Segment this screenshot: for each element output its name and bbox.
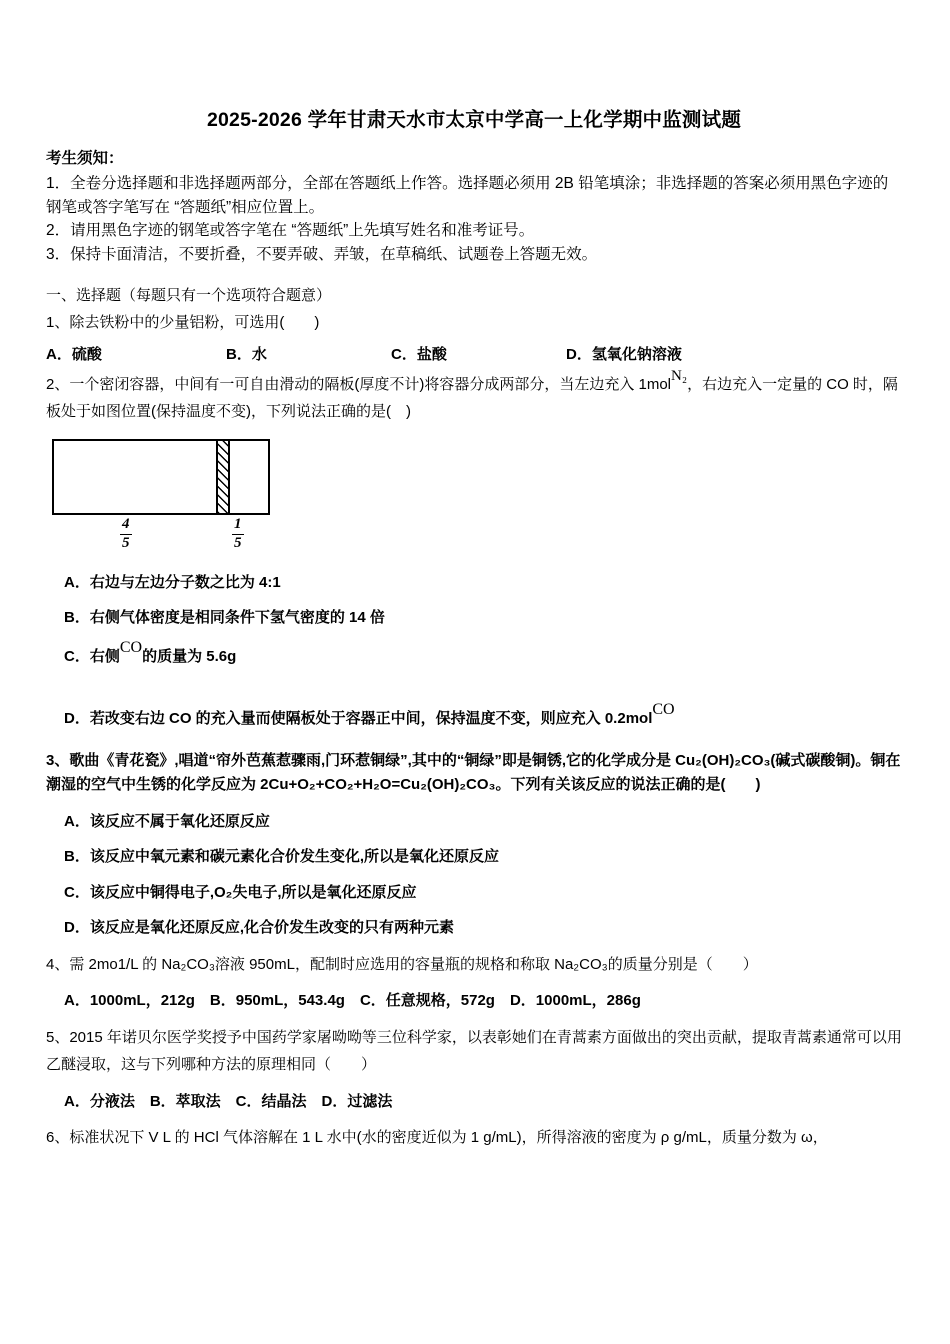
question-4 [46,953,902,977]
question-6-number: 6、 [46,1129,70,1147]
question-2-option-d-pre: D．若改变右边 CO 的充入量而使隔板处于容器正中间，保持温度不变，则应充入 0.2mol [64,709,653,727]
question-2-option-c-post: 的质量为 5.6g [142,647,237,665]
question-2-option-c-pre: C．右侧 [64,647,120,665]
question-1-number: 1、 [46,314,70,332]
section-title: 一、选择题（每题只有一个选项符合题意） [46,287,332,305]
question-1-option-c: C．盐酸 [391,346,447,364]
question-6 [46,1126,902,1150]
question-2-option-d [64,700,902,733]
notice-line-3: 3．保持卡面清洁，不要折叠，不要弄破、弄皱，在草稿纸、试题卷上答题无效。 [46,245,598,263]
sliding-partition-icon [216,441,230,513]
question-3-option-a: A．该反应不属于氧化还原反应 [64,812,270,830]
notice-line-2: 2．请用黑色字迹的钢笔或答字笔在 “答题纸”上先填写姓名和准考证号。 [46,222,535,240]
question-1-option-b: B．水 [226,346,267,364]
question-5 [46,1025,902,1078]
question-2-figure [52,439,282,559]
question-3-number: 3、 [46,751,70,769]
question-4-options: A．1000mL，212g B．950mL，543.4g C．任意规格，572g D．1000mL，286g [64,991,641,1009]
question-3 [46,749,902,798]
question-1 [46,311,902,335]
figure-label-right-fraction: $\frac{1}{5}$ [234,515,242,551]
figure-labels [52,515,270,559]
question-2-option-a: A．右边与左边分子数之比为 4:1 [64,573,281,591]
question-1-stem: 除去铁粉中的少量铝粉，可选用( ) [69,314,320,332]
question-3-option-c: C．该反应中铜得电子,O₂失电子,所以是氧化还原反应 [64,883,417,901]
question-2 [46,368,902,425]
question-4-number: 4、 [46,955,70,973]
container-diagram [52,439,270,515]
page-title: 2025-2026 学年甘肃天水市太京中学高一上化学期中监测试题 [206,109,742,131]
question-2-option-d-formula: CO [652,700,675,718]
question-2-stem-part1: 一个密闭容器，中间有一可自由滑动的隔板(厚度不计)将容器分成两部分，当左边充入 1mol [69,376,672,394]
question-1-option-a: A．硫酸 [46,346,102,364]
question-2-stem-part2: ，右边充入一定量的 CO 时，隔板处于如图位置(保持温度不变)，下列说法正确的是( ) [46,376,898,420]
question-3-option-d: D．该反应是氧化还原反应,化合价发生改变的只有两种元素 [64,919,455,937]
notice-heading: 考生须知： [46,150,124,167]
question-2-number: 2、 [46,376,70,394]
question-3-option-b: B．该反应中氧元素和碳元素化合价发生变化,所以是氧化还原反应 [64,848,500,866]
question-1-option-d: D．氢氧化钠溶液 [566,346,682,364]
figure-label-left-fraction: $\frac{4}{5}$ [122,515,130,551]
question-4-stem: 需 2mo1/L 的 Na₂CO₃溶液 950mL，配制时应选用的容量瓶的规格和称取 Na₂CO₃的质量分别是（ ） [69,955,758,973]
question-2-stem-formula: N₂ [671,368,688,385]
question-2-option-c [64,638,902,671]
question-5-stem: 2015 年诺贝尔医学奖授予中国药学家屠呦呦等三位科学家，以表彰她们在青蒿素方面做出的突出贡献，提取青蒿素通常可以用乙醚浸取，这与下列哪种方法的原理相同（ ） [46,1029,902,1073]
notice-line-1: 1．全卷分选择题和非选择题两部分，全部在答题纸上作答。选择题必须用 2B 铅笔填涂；非选择题的答案必须用黑色字迹的钢笔或答字笔写在 “答题纸”相应位置上。 [46,175,889,216]
question-5-number: 5、 [46,1029,70,1047]
question-6-stem: 标准状况下 V L 的 HCl 气体溶解在 1 L 水中(水的密度近似为 1 g/mL)，所得溶液的密度为 ρ g/mL，质量分数为 ω， [69,1129,828,1147]
question-5-options: A．分液法 B．萃取法 C．结晶法 D．过滤法 [64,1092,393,1110]
question-3-stem: 歌曲《青花瓷》,唱道“帘外芭蕉惹骤雨,门环惹铜绿”,其中的“铜绿”即是铜锈,它的化学成分是 Cu₂(OH)₂CO₃(碱式碳酸铜)。铜在潮湿的空气中生锈的化学反应为 2Cu+O₂+CO₂+H₂O=Cu₂(OH)₂CO₃。下列有关该反应的说法正确的是( ) [46,751,901,794]
question-2-option-c-formula: CO [119,638,143,656]
question-1-options [46,343,902,364]
question-2-option-b: B．右侧气体密度是相同条件下氢气密度的 14 倍 [64,609,385,627]
